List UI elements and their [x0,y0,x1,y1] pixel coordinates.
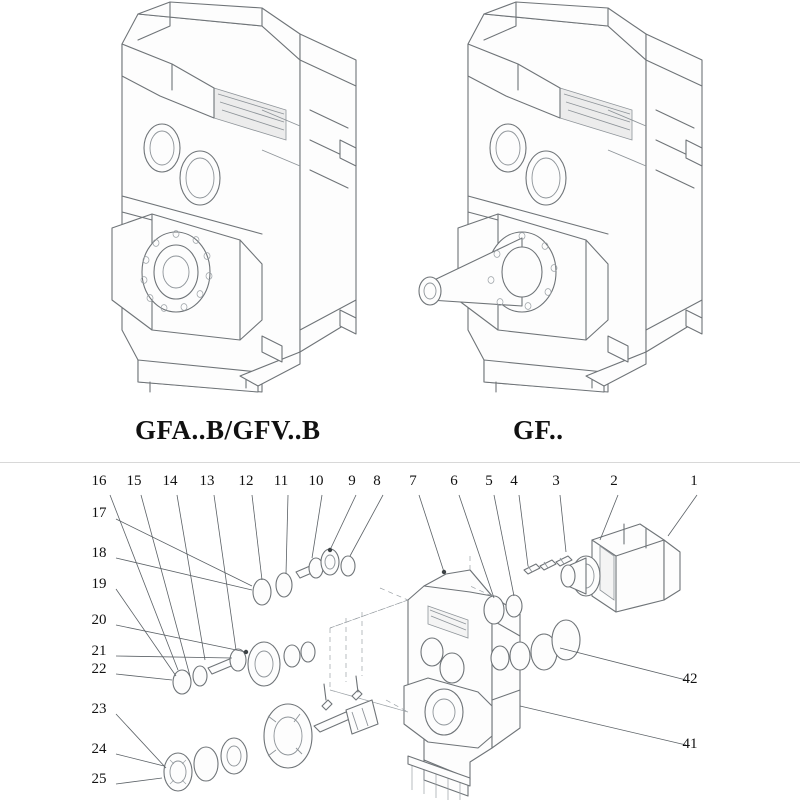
figure-right-caption: GF.. [513,415,564,445]
callout-top-2: 2 [610,473,618,489]
callout-top-9: 9 [348,473,356,489]
callout-left-21: 21 [91,643,107,659]
shaft-train-lower [164,676,378,791]
callout-top-3: 3 [552,473,560,489]
callout-top-5: 5 [485,473,493,489]
callout-left-19: 19 [91,576,107,592]
figure-left-drawing [112,2,356,392]
callout-left-20: 20 [91,612,107,628]
callout-right-42: 42 [682,671,698,687]
figure-right-drawing [419,2,702,392]
section-divider [0,462,800,463]
callout-top-1: 1 [690,473,698,489]
callout-top-11: 11 [273,473,289,489]
callout-top-15: 15 [126,473,142,489]
figure-left-caption: GFA..B/GFV..B [135,415,321,445]
shaft-train-middle [173,642,315,694]
callout-right-41: 41 [682,736,698,752]
callout-left-25: 25 [91,771,107,787]
shaft-train-upper [253,549,355,605]
callout-left-18: 18 [91,545,107,561]
callout-top-14: 14 [162,473,178,489]
callout-top-13: 13 [199,473,215,489]
callout-top-7: 7 [409,473,417,489]
motor-adapter-group [561,524,680,612]
callout-top-6: 6 [450,473,458,489]
callout-top-16: 16 [91,473,107,489]
callout-top-12: 12 [238,473,254,489]
callout-left-24: 24 [91,741,107,757]
exploded-assembly-drawing [110,495,697,800]
callout-top-8: 8 [373,473,381,489]
callout-left-17: 17 [91,505,107,521]
callout-top-10: 10 [308,473,324,489]
callout-left-22: 22 [91,661,107,677]
callout-left-23: 23 [91,701,107,717]
callout-top-4: 4 [510,473,518,489]
